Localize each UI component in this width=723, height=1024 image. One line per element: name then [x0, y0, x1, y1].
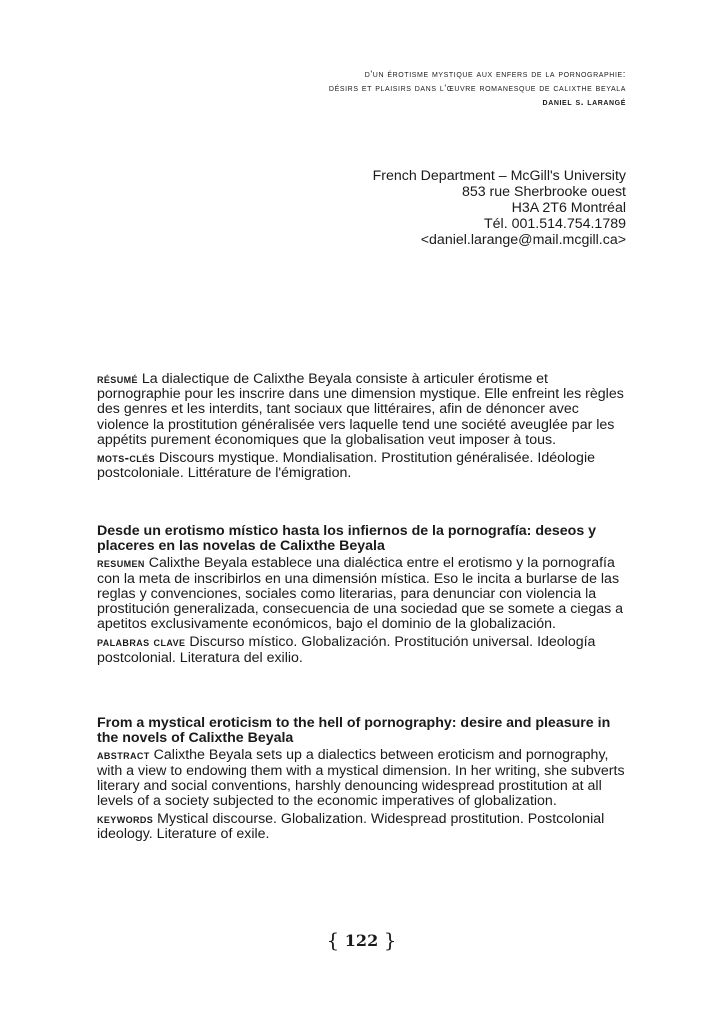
- affiliation-email: <daniel.larange@mail.mcgill.ca>: [420, 232, 626, 248]
- running-header-title-line-1: d'un érotisme mystique aux enfers de la pornographie:: [364, 69, 626, 80]
- english-title: From a mystical eroticism to the hell of pornography: desire and pleasure in the novels of Calixthe Beyala: [97, 715, 611, 747]
- spanish-keywords-label: palabras clave: [97, 634, 186, 650]
- folio-number: 122: [344, 931, 379, 950]
- affiliation-department: French Department – McGill's University: [372, 168, 626, 184]
- english-abstract: [97, 747, 629, 809]
- spanish-abstract-block: [97, 524, 629, 668]
- folio-open-brace: {: [326, 928, 340, 952]
- spanish-abstract-text: Calixthe Beyala establece una dialéctica entre el erotismo y la pornografía con la meta de inscribirlos en una dimensión mística. Eso le incita a burlarse de las reglas y convenciones, sociales como literarias, para denunciar con violencia la prostitución generalizada, consecuencia de una sociedad que se somete a ciegas a apetitos exclusivamente económicos, bajo el dominio de la globalización.: [97, 555, 624, 633]
- spanish-title: Desde un erotismo místico hasta los infiernos de la pornografía: deseos y placeres en las novelas de Calixthe Beyala: [97, 523, 597, 555]
- author-affiliation: [373, 168, 626, 248]
- english-abstract-label: abstract: [97, 747, 150, 763]
- english-abstract-block: [97, 716, 629, 845]
- affiliation-phone: Tél. 001.514.754.1789: [484, 216, 626, 232]
- folio-close-brace: }: [383, 928, 397, 952]
- french-abstract-text: La dialectique de Calixthe Beyala consiste à articuler érotisme et pornographie pour les inscrire dans une dimension mystique. Elle enfreint les règles des genres et les interdits, tant sociaux que littéraires, afin de dénoncer avec violence la prostitution généralisée vers laquelle tend une société aveuglée par les appétits purement économiques que la globalisation veut imposer à tous.: [97, 371, 624, 448]
- affiliation-city: H3A 2T6 Montréal: [511, 200, 626, 216]
- french-keywords-label: mots-clés: [97, 450, 155, 466]
- spanish-keywords-text: Discurso místico. Globalización. Prostitución universal. Ideología postcolonial. Literatura del exilio.: [97, 634, 596, 666]
- english-abstract-text: Calixthe Beyala sets up a dialectics between eroticism and pornography, with a view to endowing them with a mystical dimension. In her writing, she subverts literary and social conventions, harshly denouncing widespread prostitution at all levels of a society subjected to the economic imperatives of globalization.: [97, 747, 625, 810]
- page-number: [0, 928, 723, 952]
- french-abstract-block: [97, 371, 629, 483]
- french-keywords-text: Discours mystique. Mondialisation. Prostitution généralisée. Idéologie postcoloniale. Littérature de l'émigration.: [97, 450, 595, 482]
- english-keywords-text: Mystical discourse. Globalization. Widespread prostitution. Postcolonial ideology. Literature of exile.: [97, 811, 605, 843]
- english-keywords-label: keywords: [97, 811, 154, 827]
- spanish-abstract-label: resumen: [97, 555, 145, 571]
- running-header: [329, 68, 626, 110]
- spanish-keywords: [97, 634, 629, 665]
- running-header-author: daniel s. larangé: [542, 97, 626, 108]
- french-keywords: [97, 450, 629, 481]
- french-abstract: [97, 371, 629, 448]
- english-keywords: [97, 811, 629, 842]
- french-abstract-label: résumé: [97, 371, 138, 386]
- running-header-title-line-2: désirs et plaisirs dans l'œuvre romanesque de calixthe beyala: [328, 83, 626, 94]
- affiliation-street: 853 rue Sherbrooke ouest: [461, 184, 626, 200]
- spanish-abstract: [97, 555, 629, 632]
